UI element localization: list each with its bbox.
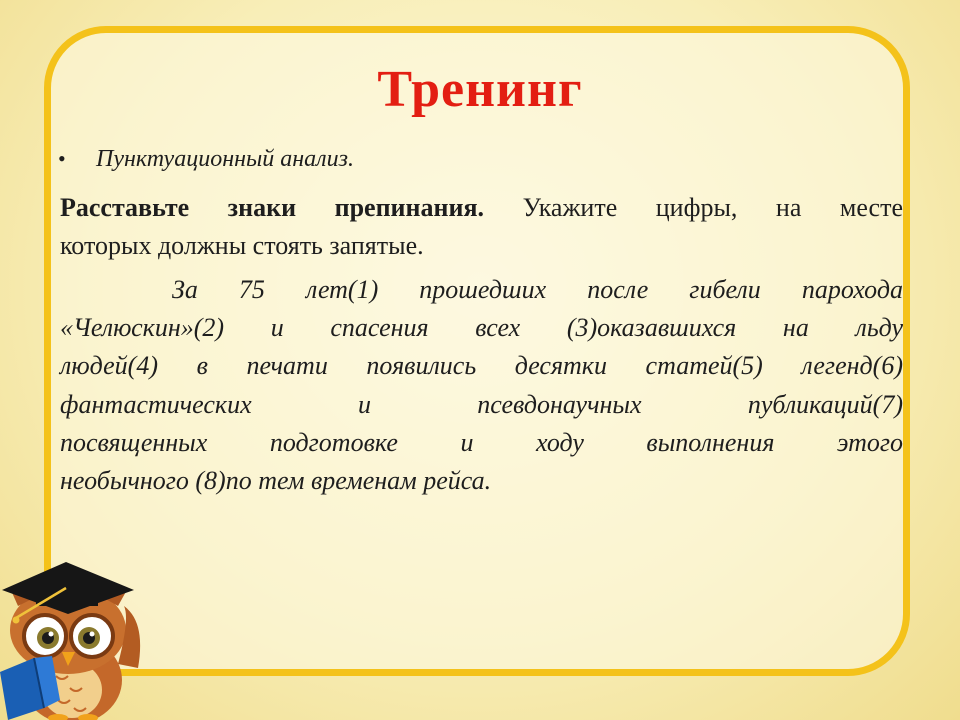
exercise-line: посвященных подготовке и ходу выполнения этого (60, 427, 903, 457)
instruction-rest: Укажите цифры, на месте (484, 193, 903, 222)
bullet-text: Пунктуационный анализ. (96, 146, 354, 172)
instruction-line-2: которых должны стоять запятые. (60, 231, 424, 260)
bullet-dot-icon: • (58, 146, 66, 171)
exercise-line: «Челюскин»(2) и спасения всех (3)оказавшихся на льду (60, 313, 903, 343)
slide-title: Тренинг (377, 61, 583, 118)
instruction-bold: Расставьте знаки препинания. (60, 193, 485, 222)
owl-graduate-with-book-icon (0, 548, 160, 720)
exercise-line: людей(4) в печати появились десятки статей(5) легенд(6) (60, 351, 903, 381)
bullet-item (58, 146, 354, 173)
exercise-paragraph (60, 271, 903, 500)
instruction-line-1 (60, 189, 903, 227)
exercise-line: За 75 лет(1) прошедших после гибели парохода (172, 275, 903, 304)
exercise-line: необычного (8)по тем временам рейса. (60, 466, 492, 496)
instruction-text (60, 189, 903, 265)
exercise-line: фантастических и псевдонаучных публикаций(7) (60, 389, 903, 419)
